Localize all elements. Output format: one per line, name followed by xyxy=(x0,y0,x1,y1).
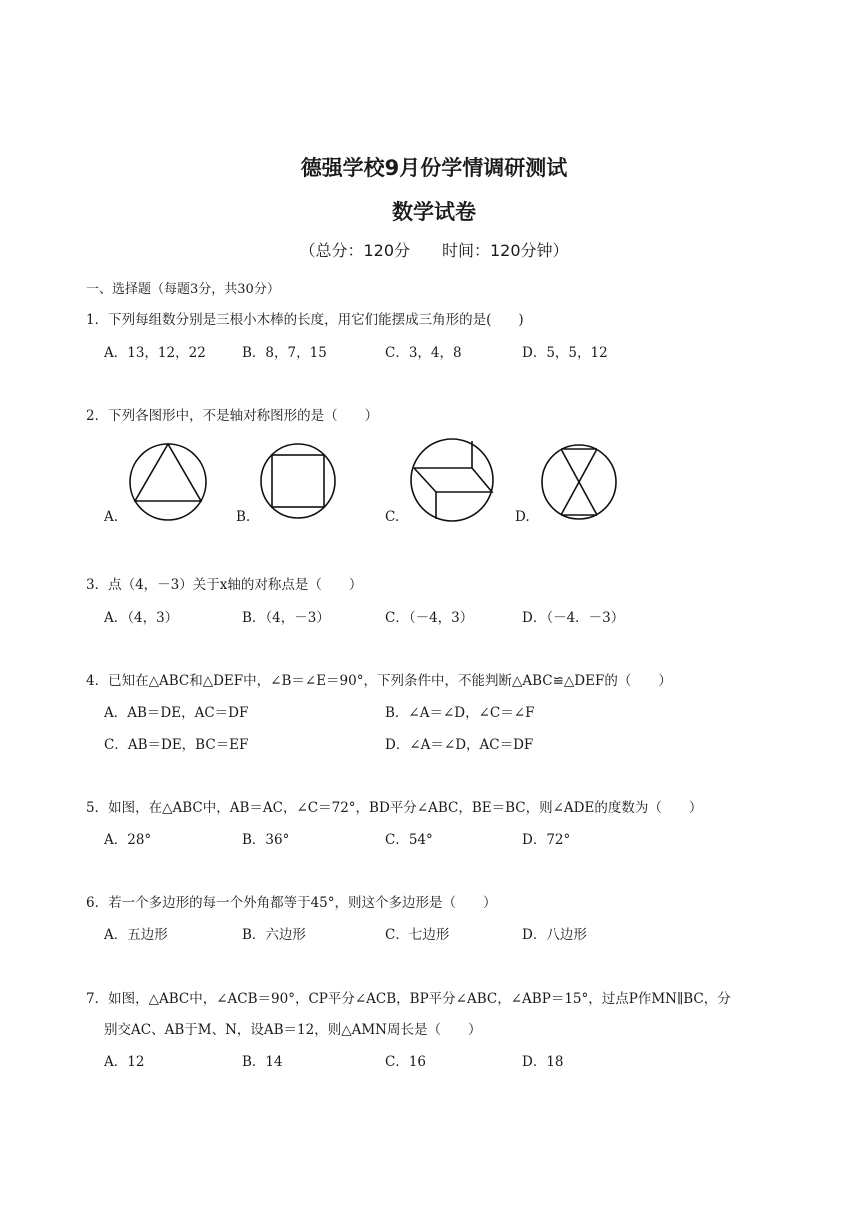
figure-b-label: B. xyxy=(236,509,251,525)
question-4-stem: 4．已知在△ABC和△DEF中，∠B＝∠E＝90°，下列条件中，不能判断△ABC≌△DEF的（ ） xyxy=(86,673,672,689)
figure-a-circle-triangle xyxy=(127,441,209,523)
question-6-option-c: C．七边形 xyxy=(385,927,450,943)
question-3-option-d: D．（－4．－3） xyxy=(522,610,625,626)
question-5-option-c: C．54° xyxy=(385,832,433,848)
question-5-stem: 5．如图，在△ABC中，AB＝AC，∠C＝72°，BD平分∠ABC，BE＝BC，则∠ADE的度数为（ ） xyxy=(86,800,703,816)
section-title: 一、选择题（每题3分，共30分） xyxy=(86,282,280,297)
question-1-option-c: C．3，4，8 xyxy=(385,345,462,361)
figure-d-circle-hourglass xyxy=(539,442,619,522)
question-6-option-a: A．五边形 xyxy=(104,927,168,943)
question-7-option-c: C．16 xyxy=(385,1054,427,1070)
exam-subtitle: 数学试卷 xyxy=(392,200,476,224)
exam-meta: （总分：120分 时间：120分钟） xyxy=(299,241,569,260)
question-3-option-c: C．（－4，3） xyxy=(385,610,474,626)
question-1-option-d: D．5，5，12 xyxy=(522,345,608,361)
question-1-stem: 1．下列每组数分别是三根小木棒的长度，用它们能摆成三角形的是( ) xyxy=(86,312,524,328)
question-1-option-b: B．8，7，15 xyxy=(242,345,327,361)
question-7-option-d: D．18 xyxy=(522,1054,564,1070)
figure-c-label: C. xyxy=(385,509,400,525)
question-5-option-a: A．28° xyxy=(104,832,152,848)
question-3-stem: 3．点（4，－3）关于x轴的对称点是（ ） xyxy=(86,577,363,593)
question-5-option-b: B．36° xyxy=(242,832,290,848)
question-7-option-b: B．14 xyxy=(242,1054,283,1070)
question-6-option-b: B．六边形 xyxy=(242,927,306,943)
question-4-option-d: D．∠A＝∠D，AC＝DF xyxy=(385,737,534,753)
question-4-option-c: C．AB＝DE，BC＝EF xyxy=(104,737,249,753)
question-3-option-b: B．（4，－3） xyxy=(242,610,330,626)
figure-b-circle-square xyxy=(258,441,338,521)
question-7-option-a: A．12 xyxy=(104,1054,145,1070)
question-6-option-d: D．八边形 xyxy=(522,927,587,943)
question-7-stem-line-1: 7．如图，△ABC中，∠ACB＝90°，CP平分∠ACB，BP平分∠ABC，∠ABP＝15°，过点P作MN∥BC，分 xyxy=(86,991,731,1007)
question-5-option-d: D．72° xyxy=(522,832,571,848)
question-4-option-a: A．AB＝DE，AC＝DF xyxy=(104,705,249,721)
exam-title: 德强学校9月份学情调研测试 xyxy=(300,156,568,180)
figure-d-label: D. xyxy=(515,509,530,525)
question-1-option-a: A．13，12，22 xyxy=(104,345,206,361)
figure-c-circle-cube xyxy=(408,436,496,524)
question-2-stem: 2．下列各图形中，不是轴对称图形的是（ ） xyxy=(86,408,379,424)
figure-a-label: A. xyxy=(104,509,119,525)
question-3-option-a: A．（4，3） xyxy=(104,610,179,626)
question-4-option-b: B．∠A＝∠D，∠C＝∠F xyxy=(385,705,535,721)
question-6-stem: 6．若一个多边形的每一个外角都等于45°，则这个多边形是（ ） xyxy=(86,895,497,911)
question-7-stem-line-2: 别交AC、AB于M、N，设AB＝12，则△AMN周长是（ ） xyxy=(104,1022,482,1038)
